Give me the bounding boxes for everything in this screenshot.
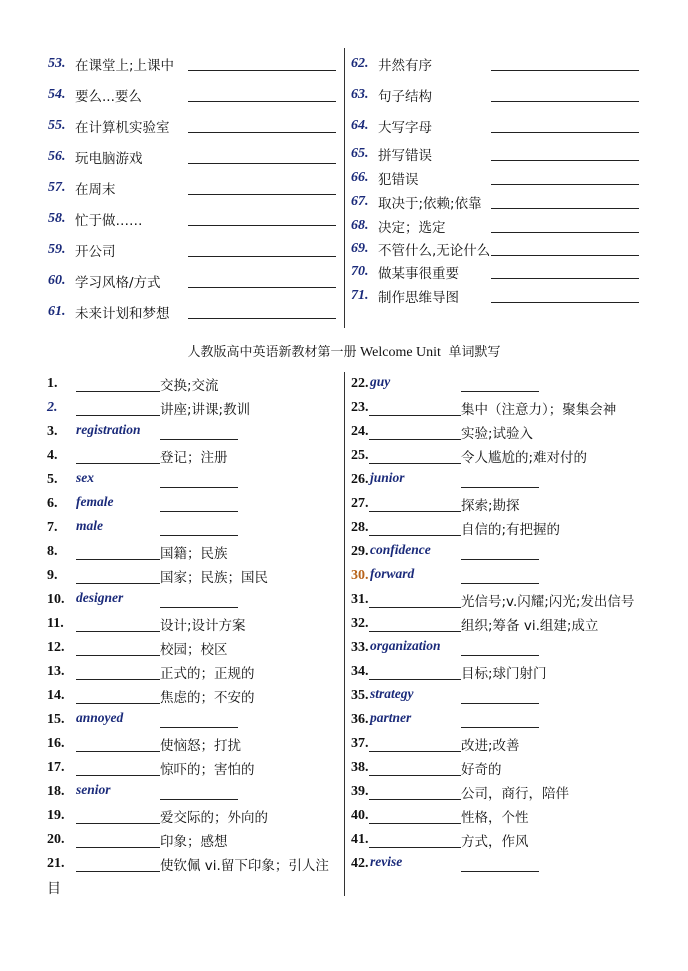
chinese-meaning: 集中（注意力）；聚集会神 bbox=[461, 402, 617, 418]
english-word: confidence bbox=[370, 542, 431, 557]
phrase-row bbox=[351, 191, 482, 213]
item-number: 42. bbox=[351, 856, 369, 871]
column-divider bbox=[344, 48, 345, 328]
chinese-meaning: 探索;勘探 bbox=[461, 498, 520, 514]
phrase-row bbox=[351, 167, 419, 189]
answer-blank[interactable] bbox=[160, 607, 238, 608]
word-row bbox=[351, 541, 369, 563]
item-number: 9. bbox=[47, 568, 58, 583]
phrase-row bbox=[351, 53, 432, 75]
item-number: 61. bbox=[48, 304, 66, 319]
word-row bbox=[47, 565, 58, 587]
phrase-text: 不管什么,无论什么 bbox=[378, 243, 491, 259]
chinese-meaning: 爱交际的；外向的 bbox=[160, 810, 268, 826]
answer-blank[interactable] bbox=[188, 287, 336, 288]
answer-blank[interactable] bbox=[461, 871, 539, 872]
word-row bbox=[351, 565, 369, 587]
english-word: revise bbox=[370, 854, 403, 869]
item-number: 20. bbox=[47, 832, 65, 847]
answer-blank[interactable] bbox=[461, 703, 539, 704]
word-row bbox=[47, 373, 58, 395]
page-title: 人教版高中英语新教材第一册 Welcome Unit 单词默写 bbox=[187, 345, 501, 360]
item-number: 7. bbox=[47, 520, 58, 535]
item-number: 31. bbox=[351, 592, 369, 607]
item-number: 71. bbox=[351, 288, 369, 303]
wrapped-text: 目 bbox=[47, 881, 61, 897]
chinese-meaning: 正式的；正规的 bbox=[160, 666, 255, 682]
answer-blank[interactable] bbox=[461, 727, 539, 728]
word-row bbox=[47, 637, 65, 659]
answer-blank[interactable] bbox=[188, 132, 336, 133]
item-number: 8. bbox=[47, 544, 58, 559]
item-number: 5. bbox=[47, 472, 58, 487]
answer-blank[interactable] bbox=[369, 535, 461, 536]
item-number: 39. bbox=[351, 784, 369, 799]
word-row bbox=[47, 469, 58, 491]
phrase-text: 取决于;依赖;依靠 bbox=[378, 196, 482, 212]
item-number: 32. bbox=[351, 616, 369, 631]
answer-blank[interactable] bbox=[160, 535, 238, 536]
answer-blank[interactable] bbox=[461, 559, 539, 560]
answer-blank[interactable] bbox=[491, 208, 639, 209]
answer-blank[interactable] bbox=[369, 823, 461, 824]
answer-blank[interactable] bbox=[369, 775, 461, 776]
phrase-row bbox=[48, 53, 175, 75]
phrase-row bbox=[351, 143, 432, 165]
item-number: 26. bbox=[351, 472, 369, 487]
answer-blank[interactable] bbox=[160, 511, 238, 512]
item-number: 16. bbox=[47, 736, 65, 751]
phrase-text: 未来计划和梦想 bbox=[75, 306, 170, 322]
answer-blank[interactable] bbox=[76, 655, 160, 656]
word-row bbox=[351, 613, 369, 635]
word-row bbox=[47, 589, 65, 611]
chinese-meaning: 组织;筹备 vi.组建;成立 bbox=[461, 618, 599, 634]
item-number: 23. bbox=[351, 400, 369, 415]
chinese-meaning: 惊吓的；害怕的 bbox=[160, 762, 255, 778]
chinese-meaning: 印象；感想 bbox=[160, 834, 228, 850]
word-row bbox=[351, 637, 369, 659]
answer-blank[interactable] bbox=[76, 775, 160, 776]
word-row bbox=[351, 493, 369, 515]
phrase-text: 玩电脑游戏 bbox=[75, 151, 143, 167]
word-row bbox=[351, 373, 369, 395]
phrase-row bbox=[351, 84, 432, 106]
word-row bbox=[47, 709, 65, 731]
chinese-meaning: 好奇的 bbox=[461, 762, 502, 778]
item-number: 36. bbox=[351, 712, 369, 727]
chinese-meaning: 方式，作风 bbox=[461, 834, 529, 850]
english-word: organization bbox=[370, 638, 441, 653]
word-row bbox=[47, 757, 65, 779]
item-number: 10. bbox=[47, 592, 65, 607]
answer-blank[interactable] bbox=[491, 278, 639, 279]
item-number: 4. bbox=[47, 448, 58, 463]
item-number: 60. bbox=[48, 273, 66, 288]
answer-blank[interactable] bbox=[369, 511, 461, 512]
english-word: annoyed bbox=[76, 710, 124, 725]
chinese-meaning: 光信号;v.闪耀;闪光;发出信号 bbox=[461, 594, 635, 610]
word-row bbox=[47, 853, 65, 875]
title-unit: Welcome Unit bbox=[356, 345, 445, 360]
chinese-meaning: 交换;交流 bbox=[160, 378, 219, 394]
phrase-text: 句子结构 bbox=[378, 89, 432, 105]
word-row bbox=[47, 661, 65, 683]
phrase-text: 在周末 bbox=[75, 182, 116, 198]
english-word: designer bbox=[76, 590, 124, 605]
english-word: female bbox=[76, 494, 114, 509]
item-number: 13. bbox=[47, 664, 65, 679]
phrase-row bbox=[48, 115, 170, 137]
phrase-row bbox=[351, 115, 432, 137]
chinese-meaning: 国籍；民族 bbox=[160, 546, 228, 562]
answer-blank[interactable] bbox=[76, 583, 160, 584]
answer-blank[interactable] bbox=[491, 70, 639, 71]
item-number: 34. bbox=[351, 664, 369, 679]
answer-blank[interactable] bbox=[491, 132, 639, 133]
word-row bbox=[47, 805, 65, 827]
answer-blank[interactable] bbox=[76, 391, 160, 392]
chinese-meaning: 国家；民族；国民 bbox=[160, 570, 268, 586]
word-row bbox=[351, 853, 369, 875]
word-row bbox=[47, 493, 58, 515]
word-row bbox=[47, 397, 58, 419]
chinese-meaning: 性格，个性 bbox=[461, 810, 529, 826]
answer-blank[interactable] bbox=[188, 194, 336, 195]
chinese-meaning: 令人尴尬的;难对付的 bbox=[461, 450, 588, 466]
answer-blank[interactable] bbox=[76, 679, 160, 680]
phrase-text: 学习风格/方式 bbox=[75, 275, 161, 291]
answer-blank[interactable] bbox=[491, 101, 639, 102]
word-row bbox=[351, 469, 369, 491]
item-number: 24. bbox=[351, 424, 369, 439]
word-row bbox=[47, 421, 58, 443]
item-number: 33. bbox=[351, 640, 369, 655]
answer-blank[interactable] bbox=[369, 751, 461, 752]
answer-blank[interactable] bbox=[188, 101, 336, 102]
item-number: 3. bbox=[47, 424, 58, 439]
item-number: 18. bbox=[47, 784, 65, 799]
word-row bbox=[47, 685, 65, 707]
english-word: sex bbox=[76, 470, 94, 485]
english-word: strategy bbox=[370, 686, 414, 701]
word-row bbox=[351, 781, 369, 803]
answer-blank[interactable] bbox=[188, 163, 336, 164]
phrase-text: 要么...要么 bbox=[75, 89, 142, 105]
item-number: 70. bbox=[351, 264, 369, 279]
phrase-row bbox=[48, 146, 143, 168]
answer-blank[interactable] bbox=[160, 727, 238, 728]
item-number: 54. bbox=[48, 87, 66, 102]
english-word: partner bbox=[370, 710, 412, 725]
item-number: 38. bbox=[351, 760, 369, 775]
chinese-meaning: 焦虑的；不安的 bbox=[160, 690, 255, 706]
english-word: forward bbox=[370, 566, 415, 581]
chinese-meaning: 设计;设计方案 bbox=[160, 618, 246, 634]
item-number: 55. bbox=[48, 118, 66, 133]
phrase-text: 井然有序 bbox=[378, 58, 432, 74]
item-number: 1. bbox=[47, 376, 58, 391]
chinese-meaning: 公司，商行，陪伴 bbox=[461, 786, 569, 802]
phrase-text: 拼写错误 bbox=[378, 148, 432, 164]
chinese-meaning: 登记；注册 bbox=[160, 450, 228, 466]
item-number: 63. bbox=[351, 87, 369, 102]
item-number: 59. bbox=[48, 242, 66, 257]
item-number: 6. bbox=[47, 496, 58, 511]
phrase-text: 忙于做…… bbox=[75, 213, 143, 229]
word-row bbox=[351, 445, 369, 467]
phrase-text: 做某事很重要 bbox=[378, 266, 459, 282]
answer-blank[interactable] bbox=[491, 302, 639, 303]
word-row bbox=[351, 685, 369, 707]
phrase-row bbox=[48, 270, 161, 292]
answer-blank[interactable] bbox=[76, 703, 160, 704]
answer-blank[interactable] bbox=[461, 655, 539, 656]
answer-blank[interactable] bbox=[369, 415, 461, 416]
item-number: 15. bbox=[47, 712, 65, 727]
answer-blank[interactable] bbox=[188, 318, 336, 319]
chinese-meaning: 实验;试验入 bbox=[461, 426, 534, 442]
phrase-text: 制作思维导图 bbox=[378, 290, 459, 306]
word-row bbox=[47, 541, 58, 563]
item-number: 22. bbox=[351, 376, 369, 391]
chinese-meaning: 自信的;有把握的 bbox=[461, 522, 561, 538]
english-word: senior bbox=[76, 782, 111, 797]
chinese-meaning: 使钦佩 vi.留下印象；引人注 bbox=[160, 858, 329, 874]
item-number: 53. bbox=[48, 56, 66, 71]
word-row bbox=[47, 445, 58, 467]
chinese-meaning: 使恼怒；打扰 bbox=[160, 738, 241, 754]
word-row bbox=[47, 613, 64, 635]
answer-blank[interactable] bbox=[369, 439, 461, 440]
item-number: 17. bbox=[47, 760, 65, 775]
word-row bbox=[47, 829, 65, 851]
answer-blank[interactable] bbox=[188, 256, 336, 257]
word-row bbox=[351, 733, 369, 755]
answer-blank[interactable] bbox=[491, 255, 639, 256]
item-number: 35. bbox=[351, 688, 369, 703]
item-number: 2. bbox=[47, 400, 58, 415]
item-number: 29. bbox=[351, 544, 369, 559]
chinese-meaning: 讲座;讲课;教训 bbox=[160, 402, 251, 418]
chinese-meaning: 校园；校区 bbox=[160, 642, 228, 658]
item-number: 25. bbox=[351, 448, 369, 463]
word-row bbox=[351, 661, 369, 683]
item-number: 11. bbox=[47, 616, 64, 631]
item-number: 64. bbox=[351, 118, 369, 133]
phrase-row bbox=[351, 285, 459, 307]
chinese-meaning: 改进;改善 bbox=[461, 738, 520, 754]
answer-blank[interactable] bbox=[188, 225, 336, 226]
answer-blank[interactable] bbox=[369, 631, 461, 632]
item-number: 30. bbox=[351, 568, 369, 583]
phrase-text: 大写字母 bbox=[378, 120, 432, 136]
answer-blank[interactable] bbox=[76, 871, 160, 872]
answer-blank[interactable] bbox=[76, 631, 160, 632]
word-row bbox=[351, 805, 369, 827]
phrase-row bbox=[48, 84, 142, 106]
word-row bbox=[351, 397, 369, 419]
word-row bbox=[47, 733, 65, 755]
word-row bbox=[351, 589, 369, 611]
answer-blank[interactable] bbox=[369, 463, 461, 464]
answer-blank[interactable] bbox=[76, 823, 160, 824]
answer-blank[interactable] bbox=[76, 415, 160, 416]
item-number: 57. bbox=[48, 180, 66, 195]
answer-blank[interactable] bbox=[461, 391, 539, 392]
item-number: 58. bbox=[48, 211, 66, 226]
answer-blank[interactable] bbox=[160, 439, 238, 440]
item-number: 21. bbox=[47, 856, 65, 871]
word-row bbox=[351, 709, 369, 731]
answer-blank[interactable] bbox=[369, 847, 461, 848]
item-number: 67. bbox=[351, 194, 369, 209]
item-number: 14. bbox=[47, 688, 65, 703]
item-number: 68. bbox=[351, 218, 369, 233]
answer-blank[interactable] bbox=[188, 70, 336, 71]
phrase-row bbox=[351, 238, 491, 260]
answer-blank[interactable] bbox=[160, 799, 238, 800]
english-word: registration bbox=[76, 422, 141, 437]
answer-blank[interactable] bbox=[76, 751, 160, 752]
item-number: 69. bbox=[351, 241, 369, 256]
phrase-row bbox=[48, 177, 116, 199]
word-row bbox=[351, 757, 369, 779]
item-number: 12. bbox=[47, 640, 65, 655]
item-number: 28. bbox=[351, 520, 369, 535]
item-number: 65. bbox=[351, 146, 369, 161]
answer-blank[interactable] bbox=[369, 679, 461, 680]
phrase-text: 在课堂上;上课中 bbox=[75, 58, 175, 74]
item-number: 40. bbox=[351, 808, 369, 823]
answer-blank[interactable] bbox=[491, 232, 639, 233]
answer-blank[interactable] bbox=[491, 184, 639, 185]
item-number: 41. bbox=[351, 832, 369, 847]
english-word: junior bbox=[370, 470, 405, 485]
item-number: 56. bbox=[48, 149, 66, 164]
answer-blank[interactable] bbox=[491, 160, 639, 161]
answer-blank[interactable] bbox=[76, 847, 160, 848]
item-number: 62. bbox=[351, 56, 369, 71]
phrase-row bbox=[351, 215, 446, 237]
item-number: 37. bbox=[351, 736, 369, 751]
answer-blank[interactable] bbox=[76, 559, 160, 560]
answer-blank[interactable] bbox=[461, 487, 539, 488]
phrase-row bbox=[351, 261, 459, 283]
phrase-section bbox=[0, 0, 688, 330]
answer-blank[interactable] bbox=[369, 607, 461, 608]
phrase-row bbox=[48, 301, 170, 323]
word-row bbox=[351, 517, 369, 539]
item-number: 19. bbox=[47, 808, 65, 823]
answer-blank[interactable] bbox=[461, 583, 539, 584]
word-row bbox=[47, 781, 65, 803]
word-row bbox=[47, 517, 58, 539]
english-word: guy bbox=[370, 374, 391, 389]
answer-blank[interactable] bbox=[160, 487, 238, 488]
word-row bbox=[351, 421, 369, 443]
answer-blank[interactable] bbox=[76, 463, 160, 464]
phrase-text: 在计算机实验室 bbox=[75, 120, 170, 136]
item-number: 27. bbox=[351, 496, 369, 511]
phrase-text: 开公司 bbox=[75, 244, 116, 260]
answer-blank[interactable] bbox=[369, 799, 461, 800]
phrase-row bbox=[48, 208, 143, 230]
phrase-row bbox=[48, 239, 116, 261]
chinese-meaning: 目标;球门射门 bbox=[461, 666, 547, 682]
item-number: 66. bbox=[351, 170, 369, 185]
column-divider bbox=[344, 372, 345, 896]
word-row bbox=[351, 829, 369, 851]
phrase-text: 犯错误 bbox=[378, 172, 419, 188]
phrase-text: 决定；选定 bbox=[378, 220, 446, 236]
english-word: male bbox=[76, 518, 103, 533]
